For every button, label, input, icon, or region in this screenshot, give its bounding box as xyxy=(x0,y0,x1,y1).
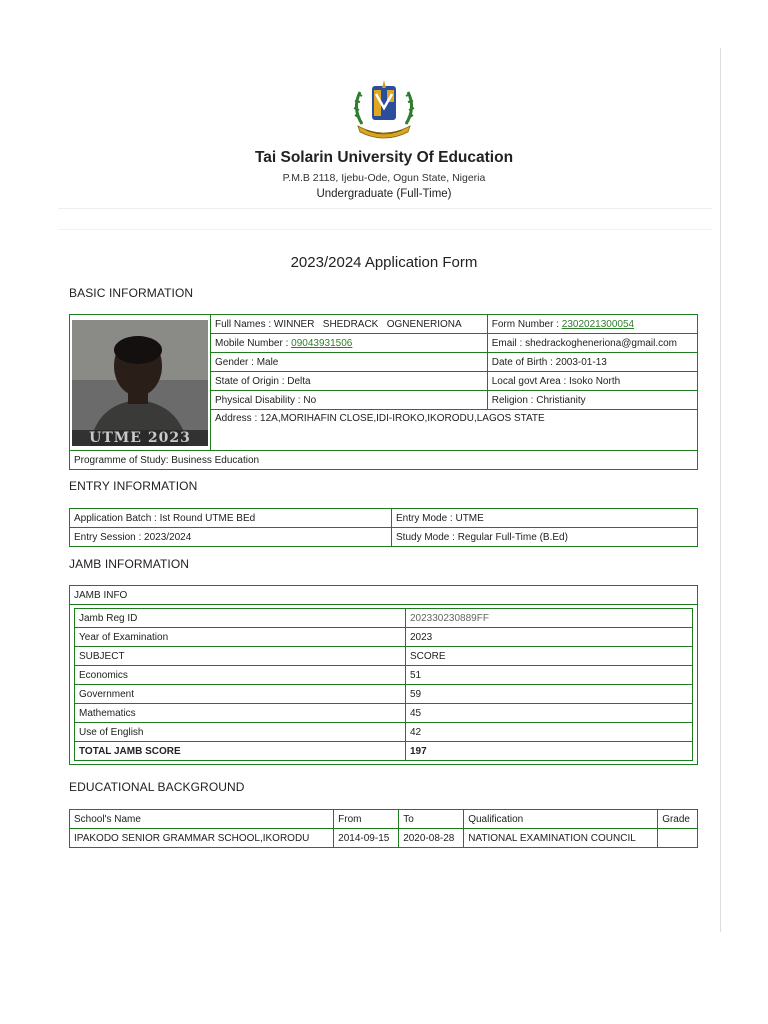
table-row xyxy=(75,685,693,704)
subject-header: SUBJECT xyxy=(75,647,406,666)
photo-cell xyxy=(70,315,211,451)
local-govt-area: Local govt Area : Isoko North xyxy=(487,372,697,391)
year-value: 2023 xyxy=(406,628,693,647)
document-header xyxy=(0,78,768,200)
application-batch: Application Batch : Ist Round UTME BEd xyxy=(70,509,392,528)
university-crest-icon xyxy=(348,78,420,144)
basic-info-heading: BASIC INFORMATION xyxy=(69,286,194,300)
grade xyxy=(658,829,698,848)
to-date: 2020-08-28 xyxy=(399,829,464,848)
jamb-box-title: JAMB INFO xyxy=(70,586,698,605)
education-heading: EDUCATIONAL BACKGROUND xyxy=(69,780,245,794)
gender: Gender : Male xyxy=(211,353,488,372)
year-label: Year of Examination xyxy=(75,628,406,647)
subject-score: 42 xyxy=(406,723,693,742)
header-divider xyxy=(58,208,712,209)
table-header-row xyxy=(70,810,698,829)
mobile-label: Mobile Number : xyxy=(215,337,292,349)
form-number-cell xyxy=(487,315,697,334)
col-qualification: Qualification xyxy=(464,810,658,829)
physical-disability: Physical Disability : No xyxy=(211,391,488,410)
subject-name: Mathematics xyxy=(75,704,406,723)
jamb-info-box xyxy=(69,585,698,765)
subject-name: Government xyxy=(75,685,406,704)
state-of-origin: State of Origin : Delta xyxy=(211,372,488,391)
table-row xyxy=(75,647,693,666)
col-grade: Grade xyxy=(658,810,698,829)
from-date: 2014-09-15 xyxy=(334,829,399,848)
subject-score: 45 xyxy=(406,704,693,723)
religion: Religion : Christianity xyxy=(487,391,697,410)
entry-session: Entry Session : 2023/2024 xyxy=(70,528,392,547)
col-from: From xyxy=(334,810,399,829)
subject-name: Use of English xyxy=(75,723,406,742)
entry-info-table xyxy=(69,508,698,547)
entry-info-heading: ENTRY INFORMATION xyxy=(69,479,198,493)
total-jamb-label-text: TOTAL JAMB SCORE xyxy=(79,745,181,757)
subject-score: 59 xyxy=(406,685,693,704)
date-of-birth: Date of Birth : 2003-01-13 xyxy=(487,353,697,372)
subject-score: 51 xyxy=(406,666,693,685)
education-table xyxy=(69,809,698,848)
entry-mode: Entry Mode : UTME xyxy=(392,509,698,528)
jamb-reg-label: Jamb Reg ID xyxy=(75,609,406,628)
table-row xyxy=(75,704,693,723)
table-row xyxy=(75,609,693,628)
table-row xyxy=(75,666,693,685)
applicant-photo xyxy=(72,320,208,446)
total-jamb-score-text: 197 xyxy=(410,745,427,757)
mobile-link[interactable]: 09043931506 xyxy=(291,337,353,349)
full-names: Full Names : WINNER SHEDRACK OGNENERIONA xyxy=(211,315,488,334)
school-name: IPAKODO SENIOR GRAMMAR SCHOOL,IKORODU xyxy=(70,829,334,848)
jamb-info-heading: JAMB INFORMATION xyxy=(69,557,190,571)
table-row xyxy=(75,723,693,742)
form-number-link[interactable]: 2302021300054 xyxy=(561,318,635,330)
table-row xyxy=(70,829,698,848)
col-school-name: School's Name xyxy=(70,810,334,829)
table-row xyxy=(75,628,693,647)
jamb-reg-id: 202330230889FF xyxy=(406,609,693,628)
mobile-cell xyxy=(211,334,488,353)
programme-of-study: Programme of Study: Business Education xyxy=(70,451,698,470)
jamb-table xyxy=(74,608,693,761)
jamb-inner-cell xyxy=(70,605,698,765)
subject-name: Economics xyxy=(75,666,406,685)
basic-info-table xyxy=(69,314,698,470)
university-name: Tai Solarin University Of Education xyxy=(254,149,514,166)
qualification: NATIONAL EXAMINATION COUNCIL xyxy=(464,829,658,848)
col-to: To xyxy=(399,810,464,829)
form-number-label: Form Number : xyxy=(491,318,562,330)
study-mode: Study Mode : Regular Full-Time (B.Ed) xyxy=(392,528,698,547)
header-divider-2 xyxy=(58,229,712,230)
photo-watermark: UTME 2023 xyxy=(72,430,208,446)
programme-type: Undergraduate (Full-Time) xyxy=(316,188,452,200)
total-jamb-score xyxy=(406,742,693,761)
score-header: SCORE xyxy=(406,647,693,666)
address: Address : 12A,MORIHAFIN CLOSE,IDI-IROKO,IKORODU,LAGOS STATE xyxy=(211,410,698,451)
total-jamb-label xyxy=(75,742,406,761)
table-row xyxy=(75,742,693,761)
form-title: 2023/2024 Application Form xyxy=(290,254,478,271)
email: Email : shedrackogheneriona@gmail.com xyxy=(487,334,697,353)
university-address: P.M.B 2118, Ijebu-Ode, Ogun State, Nigeria xyxy=(282,172,486,184)
